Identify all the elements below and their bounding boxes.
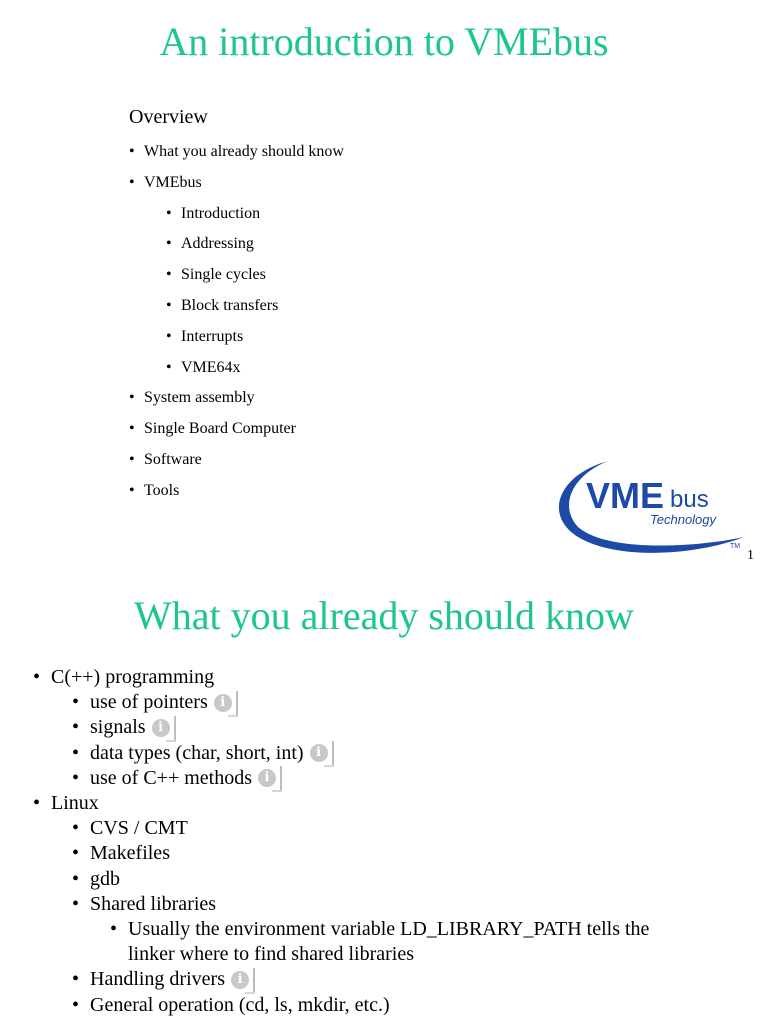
overview-item	[166, 265, 266, 285]
info-icon-circle: i	[310, 744, 328, 762]
bullet-icon: •	[33, 792, 41, 814]
info-icon-floor	[324, 765, 334, 767]
knowledge-item	[72, 867, 120, 892]
knowledge-item-label: Shared libraries	[90, 892, 217, 915]
bullet-icon: •	[72, 716, 80, 739]
overview-item	[166, 296, 278, 316]
overview-item	[166, 358, 241, 378]
bullet-icon: •	[166, 327, 172, 345]
overview-item-label: System assembly	[144, 389, 255, 407]
info-icon[interactable]	[308, 741, 334, 767]
info-icon[interactable]	[256, 766, 282, 792]
overview-item	[166, 234, 254, 254]
knowledge-item-label: linker where to find shared libraries	[128, 943, 415, 966]
logo-text-bus: bus	[670, 486, 709, 513]
vmebus-logo	[548, 455, 758, 560]
knowledge-item	[72, 892, 216, 917]
info-icon-circle: i	[214, 694, 232, 712]
logo-text-technology: Technology	[650, 512, 717, 527]
knowledge-item-label: CVS / CMT	[90, 817, 188, 840]
overview-item	[129, 450, 202, 470]
info-icon-bar	[332, 741, 334, 767]
bullet-icon: •	[129, 173, 135, 191]
bullet-icon: •	[72, 817, 80, 840]
bullet-icon: •	[72, 766, 80, 789]
overview-item	[129, 388, 255, 408]
slide2-title: What you already should know	[134, 593, 634, 638]
overview-item-label: Addressing	[181, 235, 254, 253]
bullet-icon: •	[72, 741, 80, 764]
bullet-icon: •	[110, 918, 118, 940]
info-icon-floor	[228, 715, 238, 717]
bullet-icon: •	[72, 968, 80, 991]
overview-item-label: Single cycles	[181, 266, 266, 284]
knowledge-item	[110, 942, 414, 967]
bullet-icon: •	[72, 993, 80, 1016]
knowledge-item-label: signals	[90, 716, 146, 739]
info-icon-bar	[253, 968, 255, 994]
bullet-icon: •	[129, 389, 135, 407]
overview-item	[129, 142, 344, 162]
overview-item-label: Single Board Computer	[144, 420, 296, 438]
overview-item-label: Interrupts	[181, 327, 244, 345]
info-icon-bar	[280, 766, 282, 792]
bullet-icon: •	[129, 143, 135, 160]
bullet-icon: •	[72, 842, 80, 865]
slide1-title: An introduction to VMEbus	[159, 19, 609, 64]
knowledge-item	[72, 841, 170, 866]
bullet-icon: •	[72, 892, 80, 915]
bullet-icon: •	[166, 297, 172, 314]
overview-item-label: VMEbus	[144, 173, 202, 191]
logo-tm: TM	[730, 543, 741, 550]
knowledge-item	[72, 715, 176, 741]
overview-item	[166, 327, 243, 347]
overview-item-label: Introduction	[181, 204, 261, 222]
knowledge-item-label: Linux	[51, 792, 99, 814]
bullet-icon: •	[72, 867, 80, 890]
info-icon[interactable]	[212, 691, 238, 717]
overview-item	[129, 419, 296, 439]
bullet-icon: •	[72, 691, 80, 714]
bullet-icon: •	[33, 666, 41, 688]
info-icon-circle: i	[258, 769, 276, 787]
bullet-icon: •	[129, 481, 135, 499]
knowledge-item	[72, 766, 282, 792]
knowledge-item-label: Handling drivers	[90, 968, 225, 991]
overview-item-label: Block transfers	[181, 297, 279, 314]
knowledge-item	[33, 665, 214, 690]
info-icon-bar	[236, 691, 238, 717]
overview-item-label: Software	[144, 451, 202, 468]
info-icon-circle: i	[231, 971, 249, 989]
bullet-icon: •	[129, 451, 135, 468]
knowledge-item-label: C(++) programming	[51, 666, 215, 688]
overview-item	[129, 173, 202, 193]
knowledge-item	[72, 993, 390, 1018]
overview-item	[129, 481, 179, 501]
page-number: 1	[747, 548, 754, 563]
knowledge-item	[110, 917, 649, 942]
info-icon-circle: i	[152, 719, 170, 737]
bullet-icon: •	[166, 204, 172, 222]
bullet-icon: •	[166, 358, 172, 376]
info-icon-bar	[174, 716, 176, 742]
overview-heading: Overview	[129, 106, 208, 128]
info-icon[interactable]	[150, 716, 176, 742]
knowledge-item-label: Usually the environment variable LD_LIBRARY_PATH tells the	[128, 918, 650, 940]
knowledge-item	[33, 791, 99, 816]
knowledge-item	[72, 816, 188, 841]
knowledge-item-label: data types (char, short, int)	[90, 741, 304, 764]
knowledge-item	[72, 967, 255, 993]
knowledge-item	[72, 741, 334, 767]
logo-text-vme: VME	[586, 475, 665, 516]
info-icon[interactable]	[229, 968, 255, 994]
bullet-icon: •	[166, 235, 172, 253]
knowledge-item-label: use of pointers	[90, 691, 208, 714]
knowledge-item-label: General operation (cd, ls, mkdir, etc.)	[90, 993, 390, 1016]
overview-item	[166, 204, 260, 224]
knowledge-item-label: gdb	[90, 867, 120, 890]
overview-item-label: What you already should know	[144, 143, 344, 160]
bullet-icon: •	[166, 266, 172, 284]
overview-item-label: VME64x	[181, 358, 241, 376]
knowledge-item-label: use of C++ methods	[90, 766, 252, 789]
knowledge-item-label: Makefiles	[90, 842, 170, 865]
knowledge-item	[72, 690, 238, 716]
bullet-icon: •	[129, 420, 135, 438]
info-icon-floor	[272, 790, 282, 792]
overview-item-label: Tools	[144, 481, 180, 499]
